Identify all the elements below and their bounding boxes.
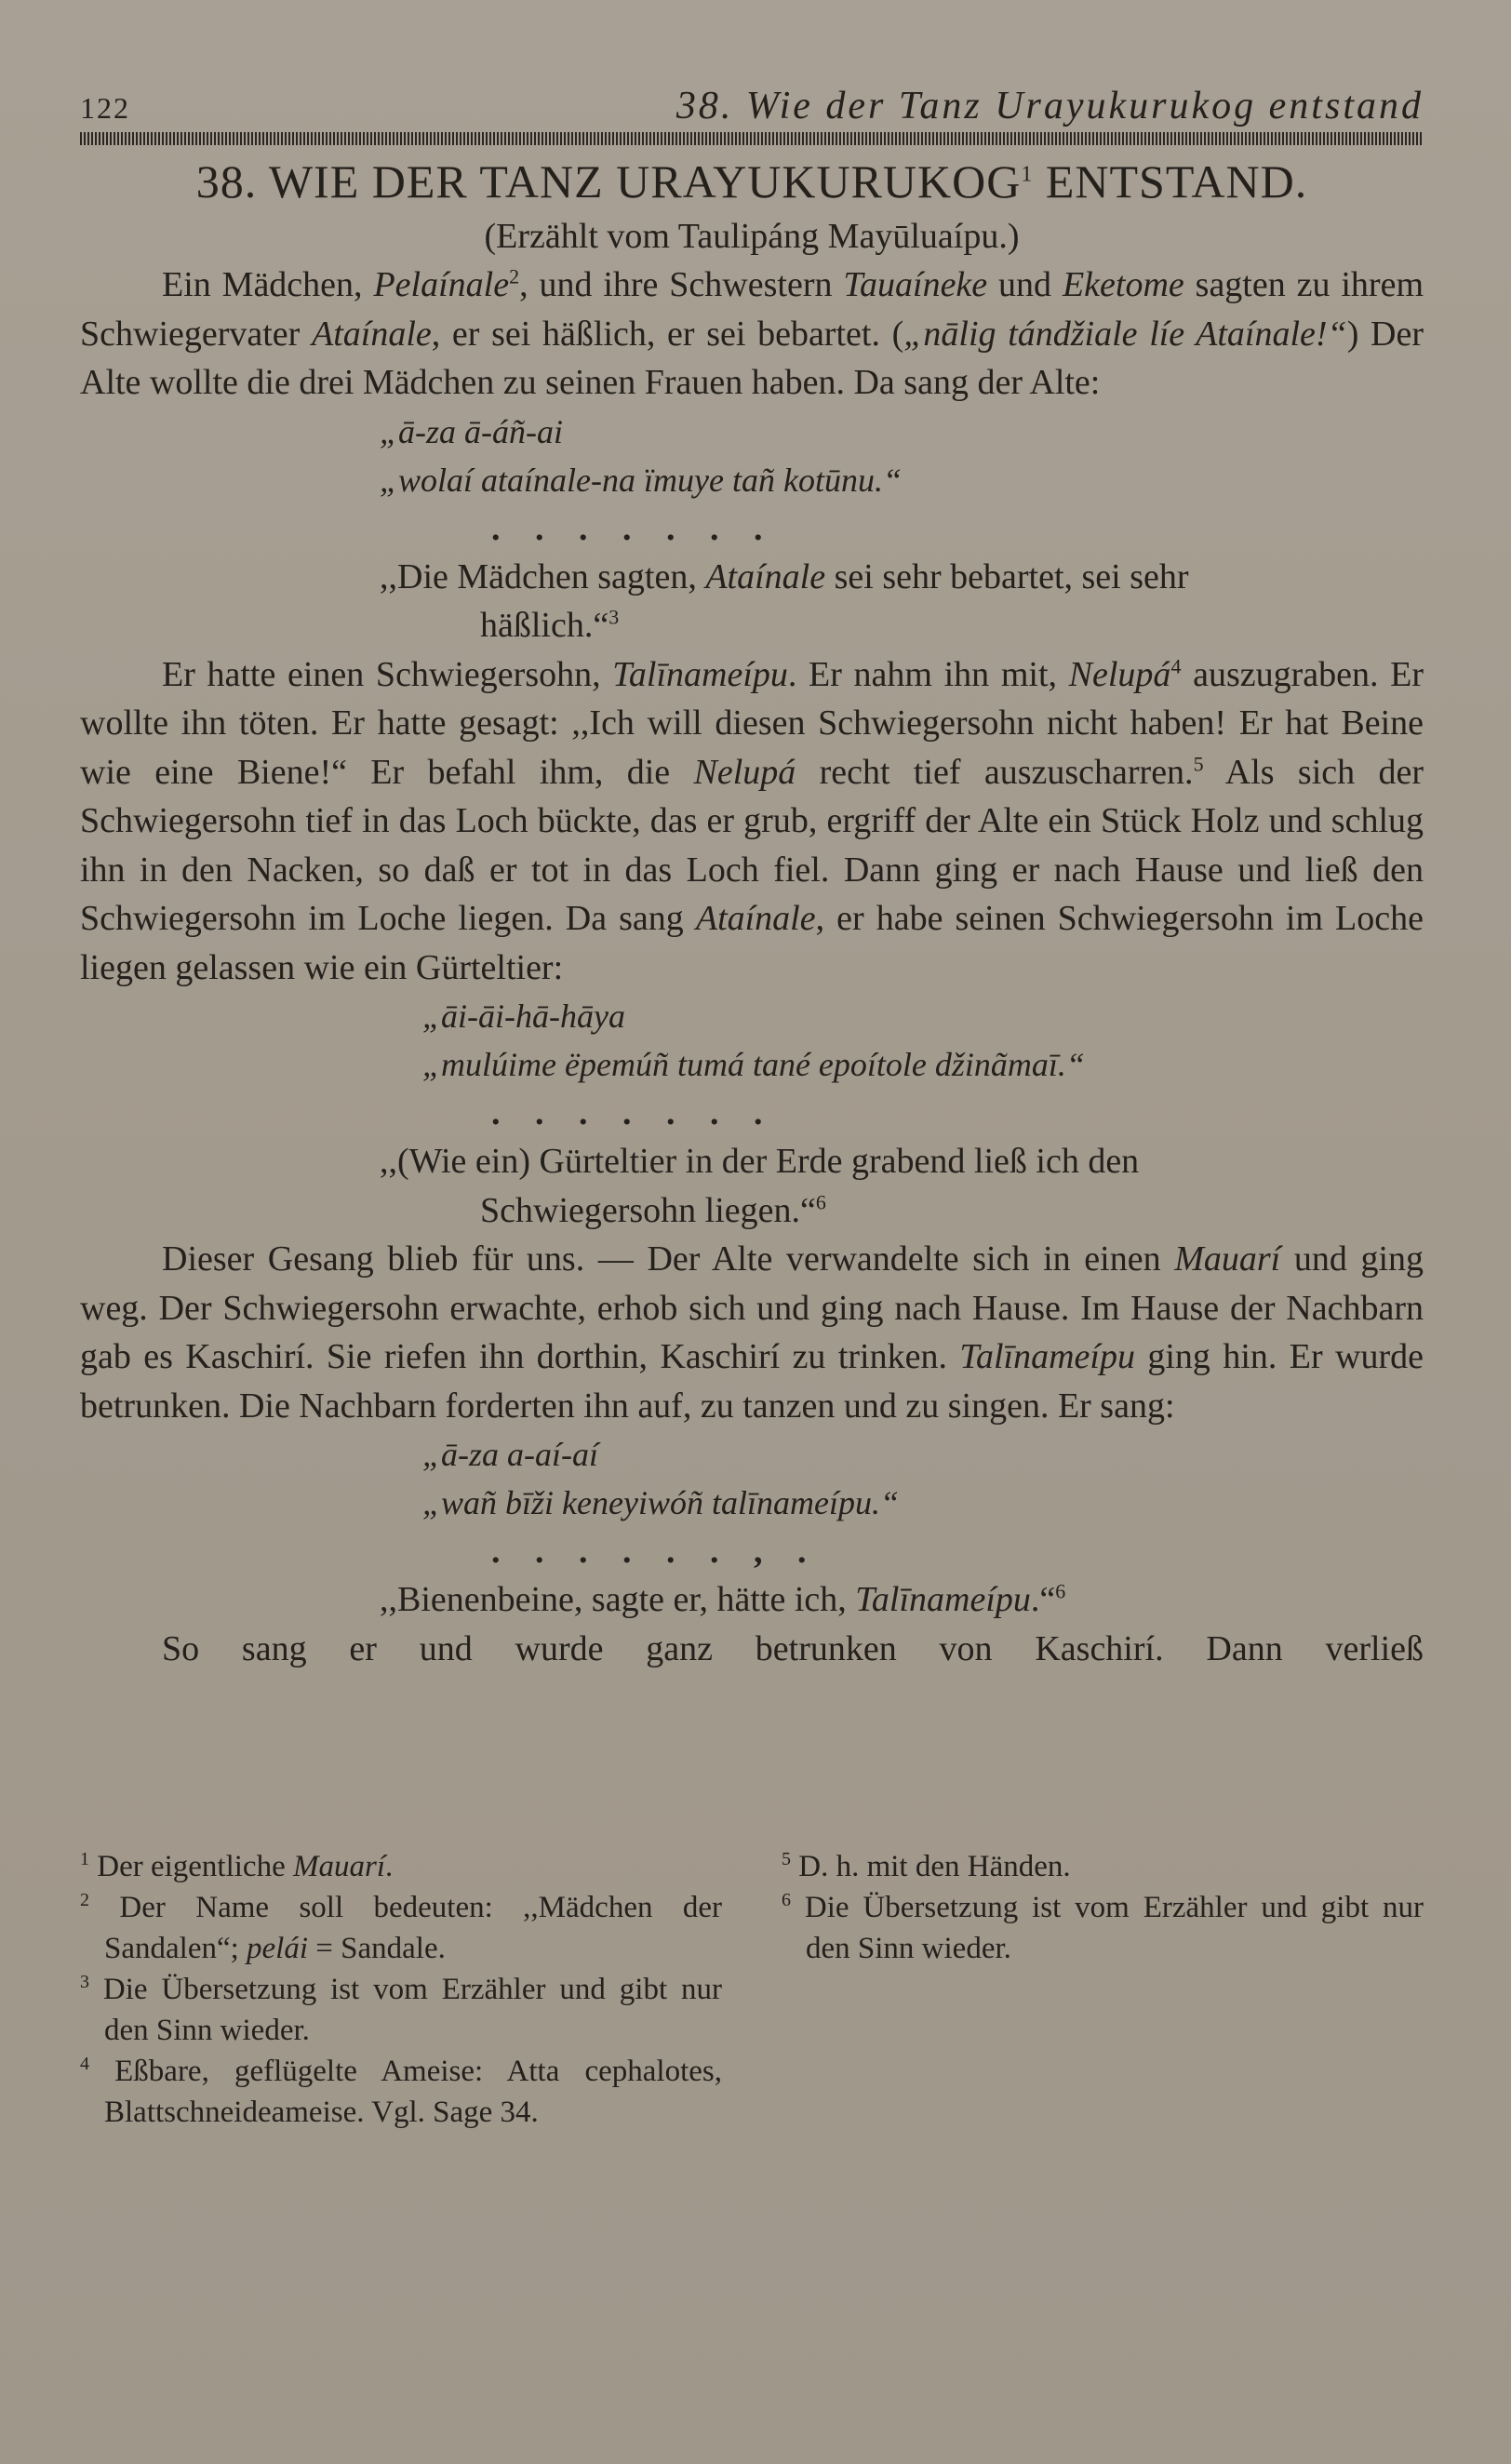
text-run: ) Der Alte wollte die drei Mädchen zu seinen Frauen haben. Da sang der Alte: [80, 314, 1424, 402]
footnote-ref: 6 [1055, 1579, 1066, 1603]
footnote-3 [80, 1969, 722, 2051]
song-3-line-2: „wañ bīži keneyiwóñ talīnameípu.“ [422, 1484, 899, 1521]
text-run: D. h. mit den Händen. [791, 1850, 1071, 1883]
name-mauari: Mauarí [1174, 1239, 1281, 1279]
footnote-number: 5 [782, 1849, 791, 1869]
ellipsis-dots: . . . . . . , . [491, 1532, 820, 1571]
song-2-translation: ,,(Wie ein) Gürteltier in der Erde grabend ließ ich den [380, 1142, 1140, 1181]
song-1-translation-cont [80, 601, 1424, 650]
text-run: und ging weg. Der Schwiegersohn erwachte, erhob sich und ging nach Hause. Im Hause der Nachbarn gab es Kaschirí. Sie riefen ihn dorthin, Kaschirí zu trinken. [80, 1239, 1424, 1376]
text-run: Der eigentliche [89, 1850, 293, 1883]
name-pelainale: Pelaínale [373, 265, 510, 304]
text-run: = Sandale. [308, 1932, 446, 1965]
text-run: Die Übersetzung ist vom Erzähler und gibt nur den Sinn wieder. [89, 1973, 722, 2047]
text-run: ,,Bienenbeine, sagte er, hätte ich, [380, 1580, 856, 1619]
text-run: Als sich der Schwiegersohn tief in das Loch bückte, das er grub, ergriff der Alte ein Stück Holz und schlug ihn in den Nacken, so daß er tot in das Loch fiel. Dann ging er nach Hause und ließ den Schwiegersohn im Loche liegen. Da sang [80, 752, 1424, 938]
footnote-ref: 2 [509, 264, 520, 288]
text-run: . [384, 1850, 394, 1883]
footnote-5 [782, 1846, 1424, 1887]
name-talinameipu: Talīnameípu [612, 654, 788, 694]
text-run: Ein Mädchen, [162, 265, 374, 304]
ellipsis-dots: . . . . . . . [491, 1093, 776, 1132]
chapter-subheading: (Erzählt vom Taulipáng Mayūluaípu.) [484, 217, 1020, 256]
footnote-number: 4 [80, 2054, 89, 2074]
song-1-translation [80, 553, 1424, 602]
footnote-6 [782, 1887, 1424, 1969]
name-talinameipu: Talīnameípu [855, 1580, 1031, 1619]
name-nelupa: Nelupá [693, 752, 796, 792]
name-eketome: Eketome [1062, 265, 1184, 304]
text-run: .“ [1030, 1580, 1056, 1619]
paragraph-4: So sang er und wurde ganz betrunken von Kaschirí. Dann verließ [162, 1628, 1424, 1668]
text-run: ,,Die Mädchen sagten, [380, 556, 706, 596]
paragraph-2 [80, 650, 1424, 993]
footnote-ref: 4 [1170, 653, 1182, 677]
footnote-number: 6 [782, 1890, 791, 1910]
page-content [80, 86, 1424, 1673]
heading-note-ref: 1 [1021, 162, 1034, 187]
heading-tail: ENTSTAND. [1033, 155, 1308, 208]
text-run: sei sehr bebartet, sei sehr [825, 556, 1189, 596]
footnote-number: 3 [80, 1972, 89, 1992]
text-run: , er habe seinen Schwiegersohn im Loche liegen gelassen wie ein Gürteltier: [80, 899, 1424, 987]
text-run: . Er nahm ihn mit, [787, 654, 1069, 694]
song-2-line-1: „āi-āi-hā-hāya [422, 998, 625, 1035]
text-run: häßlich.“ [480, 606, 609, 645]
song-3-translation [80, 1575, 1424, 1625]
header-rule [80, 132, 1424, 145]
song-1-line-2: „wolaí ataínale-na ïmuye tañ kotūnu.“ [380, 461, 902, 499]
song-2-line-2: „mulúime ëpemúñ tumá tané epoítole džinãmaī.“ [422, 1046, 1085, 1083]
text-run: , und ihre Schwestern [519, 265, 844, 304]
text-run: Schwiegersohn liegen.“ [480, 1190, 816, 1230]
text-run: , er sei häßlich, er sei bebartet. ( [431, 314, 904, 354]
name-atainale: Ataínale [312, 314, 432, 354]
name-mauari: Mauarí [292, 1850, 385, 1883]
text-run: auszugraben. Er wollte ihn töten. Er hatte gesagt: ,,Ich will diesen Schwiegersohn nicht haben! Er hat Beine wie eine Biene!“ Er befahl ihm, die [80, 654, 1424, 792]
text-run: ging hin. Er wurde betrunken. Die Nachbarn forderten ihn auf, zu tanzen und zu singen. Er sang: [80, 1337, 1424, 1426]
footnote-ref: 3 [608, 605, 620, 629]
paragraph-1 [80, 261, 1424, 408]
running-head [80, 86, 1424, 130]
name-tauaineke: Tauaíneke [843, 265, 988, 304]
native-quote: „nālig tándžiale líe Ataínale!“ [903, 314, 1347, 354]
footnotes-right-column [782, 1846, 1424, 2133]
text-run: sagten zu ihrem Schwiegervater [80, 265, 1424, 354]
song-2-translation-cont [80, 1186, 1424, 1236]
text-run: Dieser Gesang blieb für uns. — Der Alte verwandelte sich in einen [162, 1239, 1175, 1279]
text-run: Der Name soll bedeuten: ,,Mädchen der Sandalen“; [89, 1891, 722, 1965]
text-run: Eßbare, geflügelte Ameise: Atta cephalotes, Blattschneideameise. Vgl. Sage 34. [89, 2055, 722, 2129]
footnote-2 [80, 1887, 722, 1969]
footnote-number: 1 [80, 1849, 89, 1869]
name-talinameipu: Talīnameípu [959, 1337, 1135, 1376]
song-1-line-1: „ā-za ā-áñ-ai [380, 412, 563, 450]
footnotes-left-column [80, 1846, 722, 2133]
footnotes [80, 1846, 1424, 2133]
name-atainale: Ataínale [695, 899, 816, 938]
text-run: recht tief auszuscharren. [796, 752, 1194, 792]
song-3-line-1: „ā-za a-aí-aí [422, 1436, 598, 1473]
text-run: und [987, 265, 1063, 304]
heading-text: 38. WIE DER TANZ URAYUKURUKOG [195, 155, 1022, 208]
footnote-ref: 6 [815, 1189, 826, 1213]
footnote-1 [80, 1846, 722, 1887]
ellipsis-dots: . . . . . . . [491, 508, 776, 548]
name-nelupa: Nelupá [1068, 654, 1171, 694]
footnote-ref: 5 [1193, 751, 1204, 775]
paragraph-3 [80, 1235, 1424, 1430]
page-number: 122 [80, 91, 130, 125]
text-run: Die Übersetzung ist vom Erzähler und gibt nur den Sinn wieder. [791, 1891, 1424, 1965]
running-title: 38. Wie der Tanz Urayukurukog entstand [675, 85, 1424, 127]
footnote-4 [80, 2051, 722, 2133]
chapter-heading [80, 153, 1424, 210]
name-atainale: Ataínale [705, 556, 826, 596]
text-run: Er hatte einen Schwiegersohn, [162, 654, 613, 694]
footnote-number: 2 [80, 1890, 89, 1910]
word-pelai: pelái [247, 1932, 309, 1965]
